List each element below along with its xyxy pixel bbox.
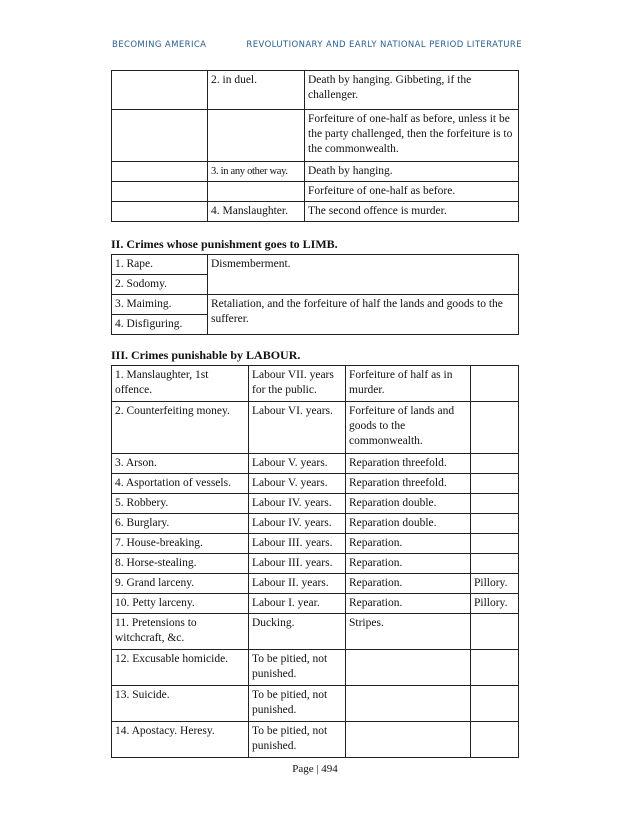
table-row xyxy=(112,514,519,534)
header-book-title: BECOMING AMERICA xyxy=(112,40,207,50)
table-cell: 8. Horse-stealing. xyxy=(112,554,249,574)
table-row xyxy=(112,494,519,514)
table-cell xyxy=(471,454,519,474)
table-cell xyxy=(471,722,519,758)
section-heading-limb: II. Crimes whose punishment goes to LIMB. xyxy=(111,237,338,251)
table-cell xyxy=(471,514,519,534)
murder-punishment-table xyxy=(111,70,519,222)
table-cell xyxy=(208,110,305,162)
table-cell xyxy=(346,722,471,758)
table-cell: Pillory. xyxy=(471,574,519,594)
table-cell: 3. Maiming. xyxy=(112,295,208,315)
table-cell: Reparation. xyxy=(346,574,471,594)
table-row xyxy=(112,574,519,594)
table-row xyxy=(112,110,519,162)
table-cell xyxy=(471,686,519,722)
section-heading-labour: III. Crimes punishable by LABOUR. xyxy=(111,348,301,362)
table-cell xyxy=(471,494,519,514)
table-cell: 2. in duel. xyxy=(208,71,305,110)
table-cell: Labour V. years. xyxy=(249,454,346,474)
table-cell: 4. Disfiguring. xyxy=(112,315,208,335)
table-cell: 1. Manslaughter, 1st offence. xyxy=(112,366,249,402)
table-cell: Ducking. xyxy=(249,614,346,650)
table-cell: 13. Suicide. xyxy=(112,686,249,722)
table-row xyxy=(112,722,519,758)
table-cell: Reparation. xyxy=(346,554,471,574)
table-cell xyxy=(471,650,519,686)
table-cell: Labour III. years. xyxy=(249,534,346,554)
table-cell: 14. Apostacy. Heresy. xyxy=(112,722,249,758)
table-row xyxy=(112,594,519,614)
table-cell xyxy=(112,182,208,202)
header-section-title: REVOLUTIONARY AND EARLY NATIONAL PERIOD LITERATURE xyxy=(246,40,522,50)
table-cell: 1. Rape. xyxy=(112,255,208,275)
table-row xyxy=(112,202,519,222)
table-cell: 3. Arson. xyxy=(112,454,249,474)
table-cell xyxy=(112,202,208,222)
table-cell: 2. Sodomy. xyxy=(112,275,208,295)
table-cell: 5. Robbery. xyxy=(112,494,249,514)
table-cell xyxy=(471,366,519,402)
table-cell xyxy=(471,402,519,454)
table-row xyxy=(112,366,519,402)
page-number: Page | 494 xyxy=(292,763,338,775)
table-row xyxy=(112,162,519,182)
table-cell: Labour II. years. xyxy=(249,574,346,594)
table-cell xyxy=(346,650,471,686)
table-row xyxy=(112,182,519,202)
table-row xyxy=(112,402,519,454)
table-cell xyxy=(346,686,471,722)
table-row xyxy=(112,474,519,494)
table-row xyxy=(112,71,519,110)
table-cell: To be pitied, not punished. xyxy=(249,686,346,722)
table-cell: Forfeiture of one-half as before, unless it be the party challenged, then the forfeiture is to the commonwealth. xyxy=(305,110,519,162)
table-cell: Pillory. xyxy=(471,594,519,614)
table-cell: 4. Asportation of vessels. xyxy=(112,474,249,494)
table-cell: 12. Excusable homicide. xyxy=(112,650,249,686)
table-cell: Labour VII. years for the public. xyxy=(249,366,346,402)
table-cell: 4. Manslaughter. xyxy=(208,202,305,222)
table-cell xyxy=(112,162,208,182)
table-row xyxy=(112,686,519,722)
table-cell xyxy=(112,110,208,162)
table-cell xyxy=(208,182,305,202)
table-cell: 11. Pretensions to witchcraft, &c. xyxy=(112,614,249,650)
table-cell: Reparation. xyxy=(346,534,471,554)
table-cell: To be pitied, not punished. xyxy=(249,650,346,686)
table-cell: Reparation double. xyxy=(346,494,471,514)
table-cell: The second offence is murder. xyxy=(305,202,519,222)
table-cell: Labour I. year. xyxy=(249,594,346,614)
table-cell: 2. Counterfeiting money. xyxy=(112,402,249,454)
table-cell: Forfeiture of lands and goods to the commonwealth. xyxy=(346,402,471,454)
table-cell: Retaliation, and the forfeiture of half the lands and goods to the sufferer. xyxy=(208,295,519,335)
table-cell xyxy=(471,554,519,574)
table-cell: Forfeiture of one-half as before. xyxy=(305,182,519,202)
table-row xyxy=(112,650,519,686)
table-cell: Labour III. years. xyxy=(249,554,346,574)
table-cell: Forfeiture of half as in murder. xyxy=(346,366,471,402)
table-cell: Labour IV. years. xyxy=(249,514,346,534)
table-cell: Death by hanging. xyxy=(305,162,519,182)
table-cell xyxy=(471,474,519,494)
table-cell xyxy=(471,534,519,554)
table-cell: 3. in any other way. xyxy=(208,162,305,182)
table-cell: Reparation. xyxy=(346,594,471,614)
table-cell: 9. Grand larceny. xyxy=(112,574,249,594)
table-cell: Labour IV. years. xyxy=(249,494,346,514)
table-cell: Reparation threefold. xyxy=(346,454,471,474)
table-row xyxy=(112,534,519,554)
table-row xyxy=(112,614,519,650)
table-row xyxy=(112,554,519,574)
running-header xyxy=(112,40,522,50)
table-cell: 6. Burglary. xyxy=(112,514,249,534)
table-cell: Reparation double. xyxy=(346,514,471,534)
labour-punishment-table xyxy=(111,365,519,758)
table-cell: Dismemberment. xyxy=(208,255,519,295)
table-cell: Labour V. years. xyxy=(249,474,346,494)
table-cell xyxy=(471,614,519,650)
table-cell: Death by hanging. Gibbeting, if the challenger. xyxy=(305,71,519,110)
table-cell xyxy=(112,71,208,110)
table-cell: Labour VI. years. xyxy=(249,402,346,454)
table-cell: 7. House-breaking. xyxy=(112,534,249,554)
table-cell: Reparation threefold. xyxy=(346,474,471,494)
table-cell: To be pitied, not punished. xyxy=(249,722,346,758)
table-row xyxy=(112,454,519,474)
table-row xyxy=(112,255,519,275)
table-cell: Stripes. xyxy=(346,614,471,650)
table-row xyxy=(112,295,519,315)
limb-punishment-table xyxy=(111,254,519,335)
table-cell: 10. Petty larceny. xyxy=(112,594,249,614)
